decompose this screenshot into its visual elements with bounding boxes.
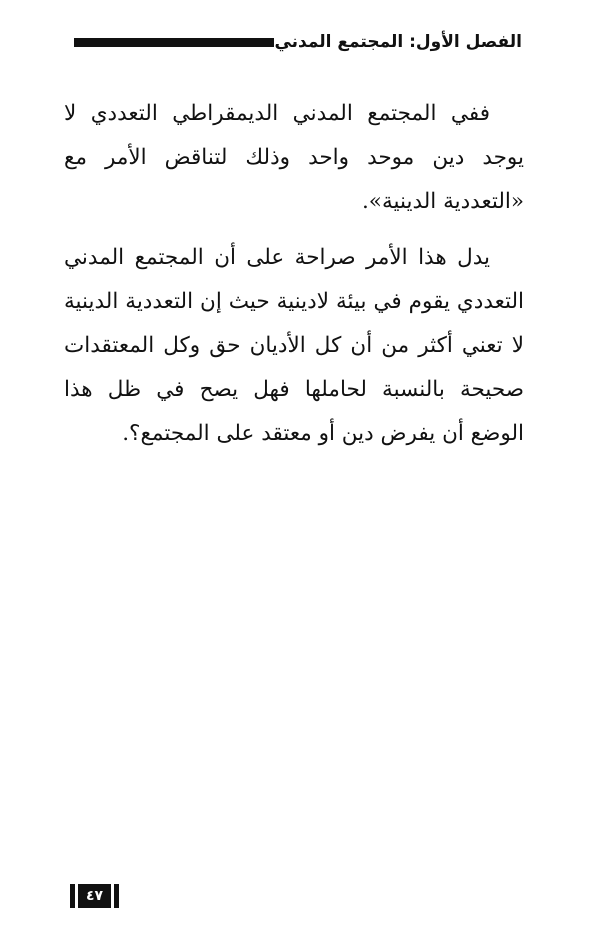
- paragraph-1: ففي المجتمع المدني الديمقراطي التعددي لا يوجد دين موحد واحد وذلك لتناقض الأمر مع «التعددية الدينية».: [64, 101, 524, 214]
- page-number-bar-right: [114, 884, 119, 908]
- page-number: ٤٧: [78, 884, 111, 908]
- header-rule: [74, 38, 274, 47]
- paragraph-2: يدل هذا الأمر صراحة على أن المجتمع المدني التعددي يقوم في بيئة لادينية حيث إن التعددية الدينية لا تعني أكثر من أن كل الأديان حق وكل المعتقدات صحيحة بالنسبة لحاملها فهل يصح في ظل هذا الوضع أن يفرض دين أو معتقد على المجتمع؟.: [64, 245, 524, 446]
- page-number-bar-left: [70, 884, 75, 908]
- page-body: [64, 92, 524, 468]
- running-header: [64, 30, 522, 54]
- chapter-title: الفصل الأول: المجتمع المدني: [274, 32, 522, 52]
- page-number-block: [70, 884, 119, 908]
